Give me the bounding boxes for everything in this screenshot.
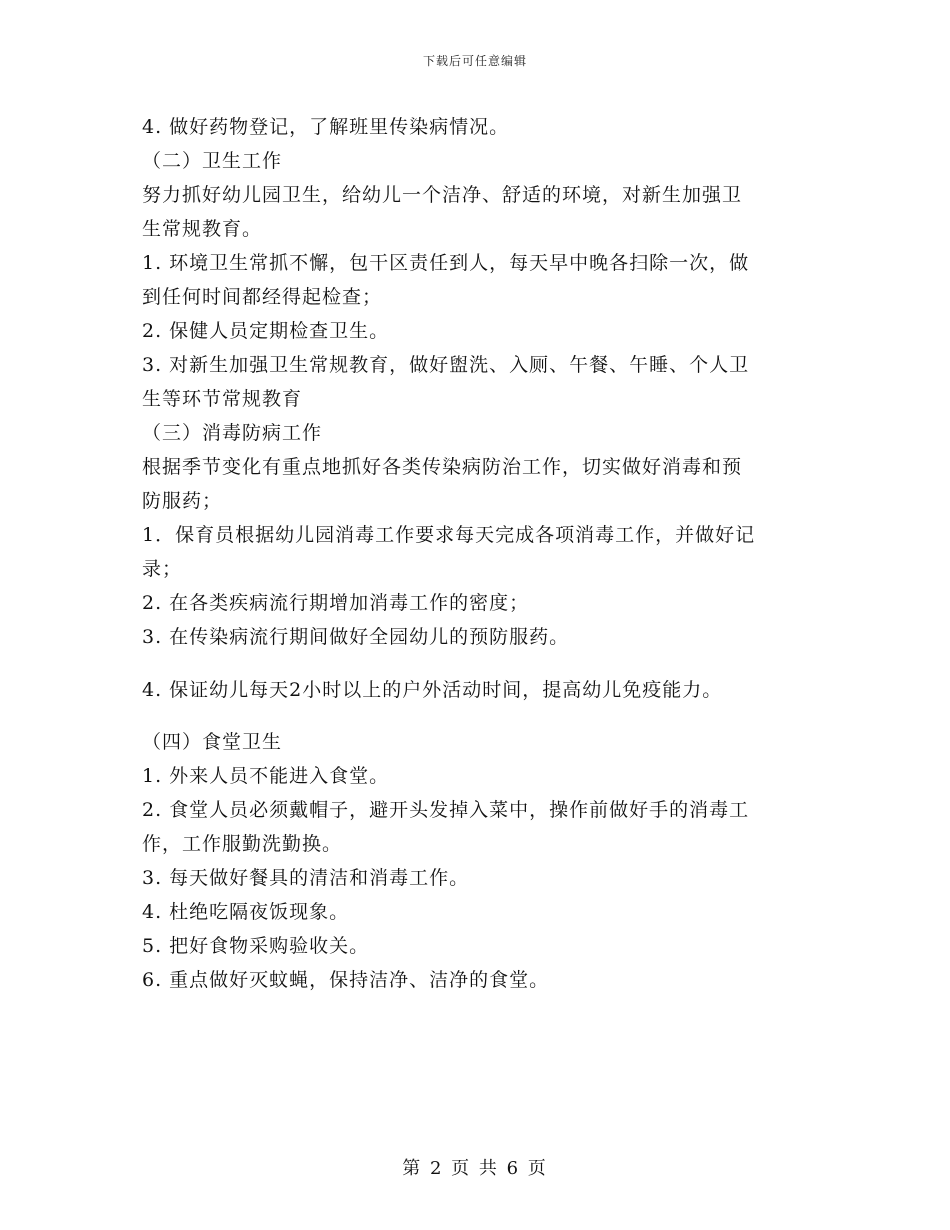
page-header: 下载后可任意编辑 bbox=[422, 54, 527, 68]
section-heading: （二）卫生工作 bbox=[142, 150, 283, 172]
section-heading: （四）食堂卫生 bbox=[142, 731, 283, 753]
text-line: 生等环节常规教育 bbox=[142, 388, 303, 410]
text-line: 3. 对新生加强卫生常规教育，做好盥洗、入厕、午餐、午睡、个人卫 bbox=[142, 354, 750, 376]
document-body bbox=[142, 110, 822, 997]
text-line: 4. 保证幼儿每天2小时以上的户外活动时间，提高幼儿免疫能力。 bbox=[142, 679, 723, 701]
text-line: 防服药； bbox=[142, 490, 223, 512]
text-line: 作，工作服勤洗勤换。 bbox=[142, 833, 343, 855]
text-line: 生常规教育。 bbox=[142, 218, 263, 240]
text-line: 2. 保健人员定期检查卫生。 bbox=[142, 320, 390, 342]
text-line: 根据季节变化有重点地抓好各类传染病防治工作，切实做好消毒和预 bbox=[142, 456, 743, 478]
text-line: 1. 外来人员不能进入食堂。 bbox=[142, 765, 390, 787]
text-line: 1. 环境卫生常抓不懈，包干区责任到人，每天早中晚各扫除一次，做 bbox=[142, 252, 750, 274]
page-footer: 第 2 页 共 6 页 bbox=[402, 1158, 548, 1179]
paragraph-gap bbox=[142, 654, 822, 673]
text-line: 2. 在各类疾病流行期增加消毒工作的密度； bbox=[142, 592, 530, 614]
text-line: 2. 食堂人员必须戴帽子，避开头发掉入菜中，操作前做好手的消毒工 bbox=[142, 799, 750, 821]
text-line: 到任何时间都经得起检查； bbox=[142, 286, 383, 308]
text-line: 5. 把好食物采购验收关。 bbox=[142, 935, 370, 957]
text-line: 3. 每天做好餐具的清洁和消毒工作。 bbox=[142, 867, 470, 889]
text-line: 录； bbox=[142, 558, 183, 580]
text-line: 6. 重点做好灭蚊蝇，保持洁净、洁净的食堂。 bbox=[142, 969, 550, 991]
paragraph-gap bbox=[142, 707, 822, 725]
text-line: 努力抓好幼儿园卫生，给幼儿一个洁净、舒适的环境，对新生加强卫 bbox=[142, 184, 743, 206]
text-line: 4. 杜绝吃隔夜饭现象。 bbox=[142, 901, 350, 923]
text-line: 3. 在传染病流行期间做好全园幼儿的预防服药。 bbox=[142, 626, 570, 648]
text-line: 1．保育员根据幼儿园消毒工作要求每天完成各项消毒工作，并做好记 bbox=[142, 524, 756, 546]
text-line: 4. 做好药物登记，了解班里传染病情况。 bbox=[142, 116, 510, 138]
section-heading: （三）消毒防病工作 bbox=[142, 422, 323, 444]
